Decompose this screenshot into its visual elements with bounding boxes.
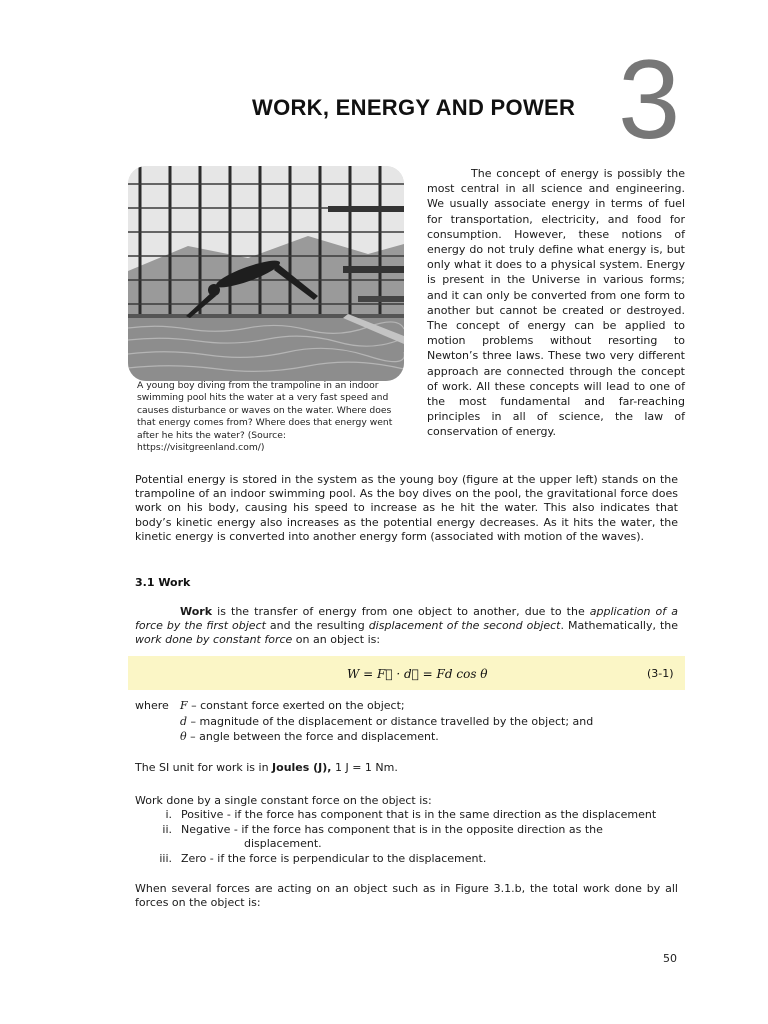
si-unit: Joules (J), [272, 761, 332, 774]
definition-angle [180, 729, 439, 745]
definition-emphasis-1: application of a force by the first object [135, 605, 678, 633]
several-forces-paragraph: When several forces are acting on an object such as in Figure 3.1.b, the total work done by all forces on the object is: [135, 882, 678, 910]
intro-text: The concept of energy is possibly the most central in all science and engineering. We usually associate energy in terms of fuel for transportation, electricity, and food for consumption. However, these notions of energy do not truly define what energy is, but only what it does to a physical system. Energy is present in the Universe in various forms; and it can only be converted from one form to another but cannot be created or destroyed. The concept of energy can be applied to motion problems without resorting to Newton’s three laws. These two very different approach are connected through the concept of work. All these concepts will lead to one of the most fundamental and far-reaching principles in all of science, the law of conservation of energy. [427, 167, 685, 439]
list-item-text: Zero - if the force is perpendicular to the displacement. [181, 851, 487, 865]
where-label: where [135, 699, 169, 712]
chapter-number: 3 [618, 37, 681, 162]
definition-displacement [180, 714, 593, 730]
page-number: 50 [663, 952, 677, 965]
single-force-intro: Work done by a single constant force on the object is: [135, 794, 432, 807]
list-item-text: Negative - if the force has component that is in the opposite direction as the [181, 822, 603, 836]
list-item-text: Positive - if the force has component that is in the same direction as the displacement [181, 808, 657, 821]
list-item-number: iii. [159, 851, 172, 865]
symbol-angle: θ [180, 730, 187, 743]
definition-emphasis-2: displacement of the second object [368, 619, 561, 633]
work-definition-paragraph [135, 605, 678, 648]
list-item-number: i. [165, 808, 172, 821]
si-suffix: 1 J = 1 Nm. [331, 761, 398, 774]
definition-angle-text: – angle between the force and displacement. [186, 730, 439, 743]
definition-displacement-text: – magnitude of the displacement or distance travelled by the object; and [187, 714, 594, 728]
definition-text-3: . Mathematically, the [560, 619, 679, 633]
symbol-force: F [180, 699, 188, 712]
equation-number: (3-1) [647, 667, 674, 680]
work-equation: W = F⃗ · d⃗ = Fd cos θ [347, 667, 488, 681]
definition-text-4: on an object is: [292, 633, 381, 647]
si-unit-line [135, 761, 398, 774]
intro-paragraph [427, 166, 685, 440]
definition-force-text: – constant force exerted on the object; [187, 699, 405, 712]
list-item-number: ii. [162, 822, 172, 836]
chapter-title: WORK, ENERGY AND POWER [252, 95, 576, 120]
si-prefix: The SI unit for work is in [135, 761, 273, 774]
definition-text-1: is the transfer of energy from one object to another, due to the [212, 605, 590, 618]
definition-force [180, 698, 405, 714]
work-term: Work [180, 605, 213, 618]
list-item-continuation: displacement. [244, 837, 322, 850]
definition-emphasis-3: work done by constant force [135, 633, 293, 647]
figure-caption: A young boy diving from the trampoline in an indoor swimming pool hits the water at a very fast speed and causes disturbance or waves on the water. Where does that energy comes from? Where does that energy went after he hits the water? (Source: https://visitgreenland.com/) [137, 380, 393, 454]
definition-text-2: and the resulting [265, 619, 369, 633]
symbol-displacement: d [180, 714, 188, 728]
potential-energy-paragraph: Potential energy is stored in the system as the young boy (figure at the upper left) stands on the trampoline of an indoor swimming pool. As the boy dives on the pool, the gravitational force does work on his body, causing his speed to increase as he hit the water. This also indicates that body’s kinetic energy also increases as the potential energy decreases. As it hits the water, the kinetic energy is converted into another energy form (associated with motion of the waves). [135, 473, 678, 543]
section-heading: 3.1 Work [135, 576, 191, 589]
diver-photo [128, 166, 404, 381]
